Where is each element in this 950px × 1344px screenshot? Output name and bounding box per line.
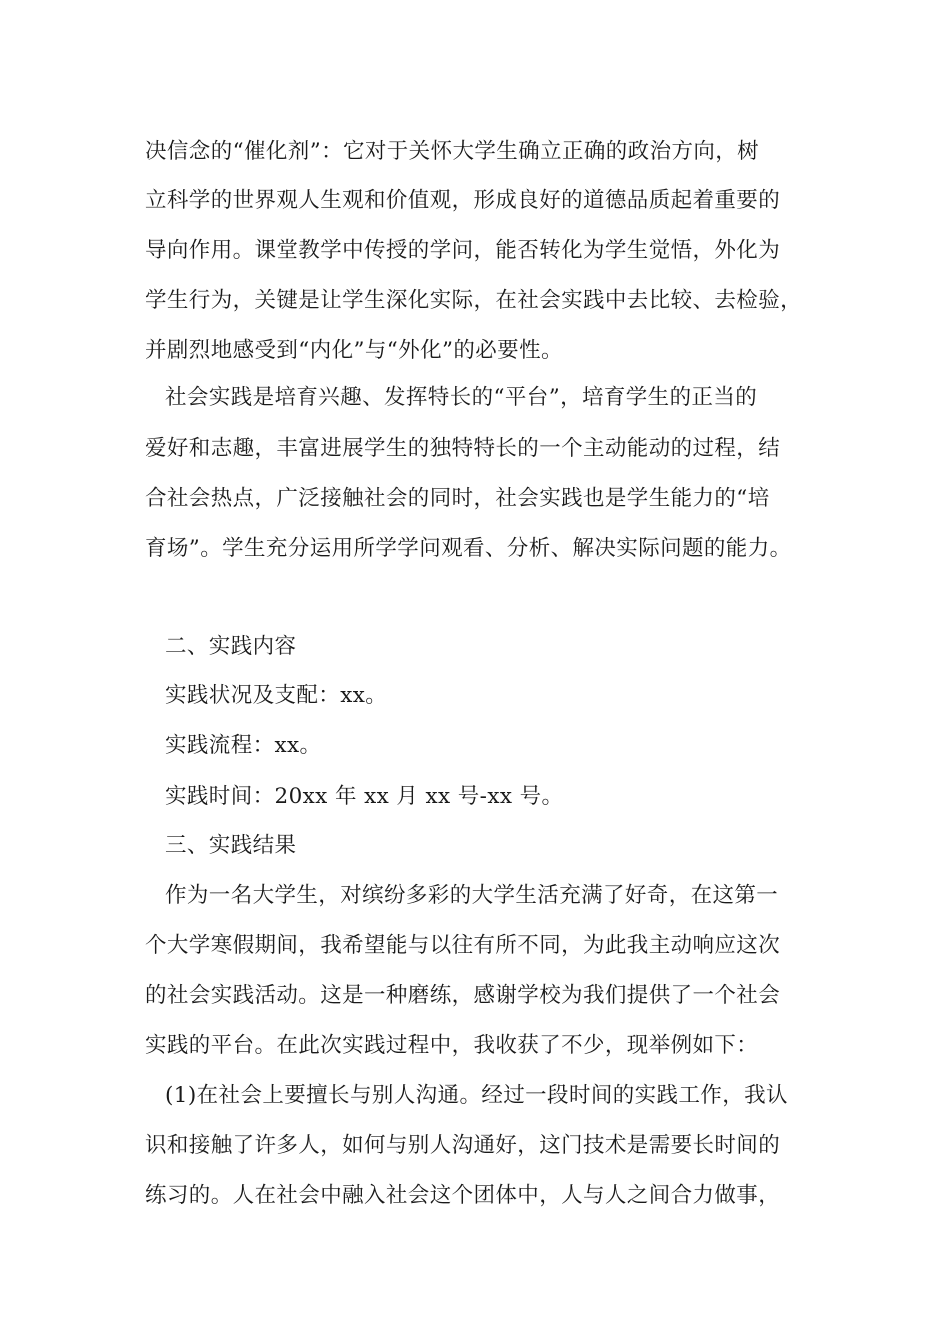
body-text-line: 学生行为，关键是让学生深化实际，在社会实践中去比较、去检验， [145, 288, 803, 313]
practice-process-line: 实践流程：xx。 [165, 733, 322, 758]
practice-situation-line: 实践状况及支配：xx。 [165, 683, 388, 708]
body-text-line: 的社会实践活动。这是一种磨练，感谢学校为我们提供了一个社会 [145, 983, 781, 1008]
practice-time-line: 实践时间：20xx 年 xx 月 xx 号-xx 号。 [165, 784, 564, 809]
body-text-line: 实践的平台。在此次实践过程中，我收获了不少，现举例如下： [145, 1033, 759, 1058]
section-heading: 三、实践结果 [165, 833, 297, 858]
body-text-line: 育场”。学生充分运用所学学问观看、分析、解决实际问题的能力。 [145, 536, 792, 561]
body-text-line: 练习的。人在社会中融入社会这个团体中，人与人之间合力做事， [145, 1183, 781, 1208]
body-text-line: 个大学寒假期间，我希望能与以往有所不同，为此我主动响应这次 [145, 933, 781, 958]
section-heading: 二、实践内容 [165, 634, 297, 659]
numbered-item-first-line: (1)在社会上要擅长与别人沟通。经过一段时间的实践工作，我认 [165, 1083, 788, 1108]
body-text-line: 立科学的世界观人生观和价值观，形成良好的道德品质起着重要的 [145, 188, 781, 213]
body-text-line: 爱好和志趣，丰富进展学生的独特特长的一个主动能动的过程，结 [145, 436, 781, 461]
body-text-line: 导向作用。课堂教学中传授的学问，能否转化为学生觉悟，外化为 [145, 238, 781, 263]
body-text-line: 并剧烈地感受到“内化”与“外化”的必要性。 [145, 338, 563, 363]
body-text-line: 识和接触了许多人，如何与别人沟通好，这门技术是需要长时间的 [145, 1133, 781, 1158]
body-text-line: 决信念的“催化剂”：它对于关怀大学生确立正确的政治方向，树 [145, 139, 760, 164]
paragraph-first-line: 作为一名大学生，对缤纷多彩的大学生活充满了好奇，在这第一 [165, 883, 779, 908]
body-text-line: 合社会热点，广泛接触社会的同时，社会实践也是学生能力的“培 [145, 486, 770, 511]
paragraph-first-line: 社会实践是培育兴趣、发挥特长的“平台”，培育学生的正当的 [165, 385, 758, 410]
